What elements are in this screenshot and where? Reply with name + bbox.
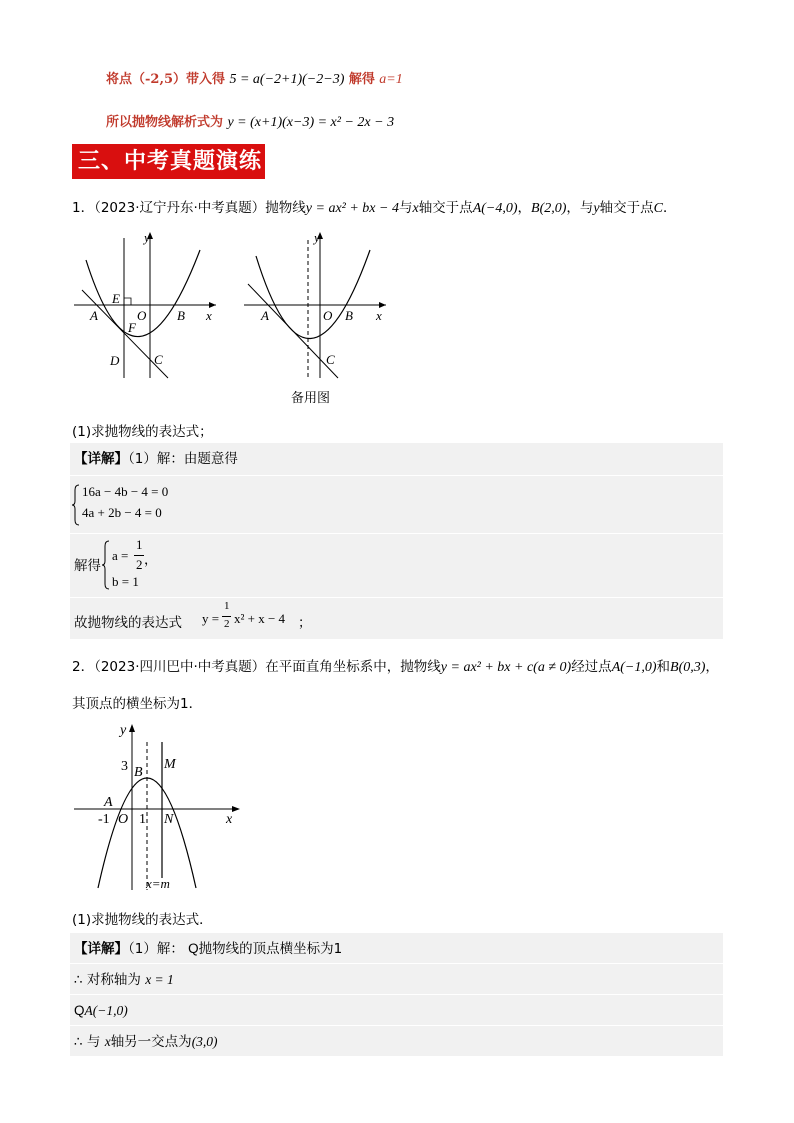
q2-g-label-1: 1 bbox=[139, 812, 146, 827]
q1-statement bbox=[72, 196, 676, 217]
q1-text-c: 轴交于点 bbox=[418, 200, 473, 216]
q2-statement bbox=[72, 655, 719, 676]
q1-text-e: 轴交于点 bbox=[599, 200, 654, 216]
line1-prefix: 将点（-2,5）带入得 bbox=[106, 72, 226, 87]
q2-point-a: A(−1,0) bbox=[611, 660, 657, 675]
q1-equation: y = ax² + bx − 4 bbox=[305, 201, 399, 216]
q1-a-eq: a = bbox=[112, 548, 129, 563]
q2-g-label-neg1: -1 bbox=[98, 812, 110, 827]
q2-text-b: 经过点 bbox=[571, 659, 612, 675]
q2-g-label-x: x bbox=[226, 812, 233, 827]
q1-final-y: y = bbox=[202, 611, 220, 626]
g2-label-b: B bbox=[345, 308, 353, 323]
q2-g-label-o: O bbox=[118, 812, 129, 827]
q2-solution-box bbox=[70, 933, 723, 1057]
q2-g-label-a: A bbox=[104, 795, 113, 810]
line2-math: y = (x+1)(x−3) = x² − 2x − 3 bbox=[227, 115, 395, 130]
q1-y: y bbox=[593, 201, 600, 216]
q1-sep: ， bbox=[517, 200, 532, 216]
q1-sol-row-4 bbox=[70, 598, 723, 640]
q2-sol-r3: A(−1,0) bbox=[84, 1003, 128, 1018]
g1-label-d: D bbox=[110, 353, 120, 368]
backup-graph-caption: 备用图 bbox=[291, 391, 331, 406]
q2-sol-r4b: 轴另一交点为 bbox=[110, 1034, 192, 1050]
q2-text-a: 2．（2023·四川巴中·中考真题）在平面直角坐标系中，抛物线 bbox=[72, 659, 441, 675]
q1-b-eq: b = 1 bbox=[112, 574, 139, 589]
q1-point-a: A(−4,0) bbox=[472, 201, 518, 216]
q2-end: ， bbox=[705, 659, 719, 675]
line1-suffix: 解得 bbox=[348, 72, 375, 87]
q2-sol-r2a: 对称轴为 bbox=[86, 972, 141, 988]
q1-sol-row-3 bbox=[70, 534, 723, 598]
q2-subquestion: (1)求抛物线的表达式． bbox=[72, 912, 213, 928]
therefore-symbol: ∴ bbox=[74, 972, 83, 988]
q1-sol-tag: 【详解】 bbox=[74, 451, 128, 467]
q1-sol-row-1 bbox=[70, 443, 723, 476]
g2-label-x: x bbox=[376, 308, 382, 323]
because-symbol: Q bbox=[188, 941, 199, 956]
q1-final-num: 1 bbox=[224, 600, 230, 612]
line1-result: a=1 bbox=[379, 72, 403, 87]
q1-final-den: 2 bbox=[224, 618, 230, 630]
q1-a-comma: ， bbox=[144, 552, 158, 568]
q1-graph-main bbox=[70, 228, 220, 383]
g2-label-a: A bbox=[261, 308, 269, 323]
therefore-symbol-2: ∴ bbox=[74, 1034, 83, 1050]
q1-final-rest: x² + x − 4 bbox=[234, 611, 286, 626]
continuation-line-1 bbox=[106, 68, 403, 88]
q1-text-d: ，与 bbox=[566, 200, 594, 216]
q1-system-brace bbox=[72, 484, 80, 526]
line1-math: 5 = a(−2+1)(−2−3) bbox=[229, 72, 345, 87]
q1-final-end: ； bbox=[298, 615, 312, 631]
q1-text-a: 1．（2023·辽宁丹东·中考真题）抛物线 bbox=[72, 200, 306, 216]
line2-prefix: 所以抛物线解析式为 bbox=[106, 115, 224, 130]
q1-a-frac-bar bbox=[134, 555, 144, 556]
q1-solve-brace bbox=[102, 540, 110, 590]
q1-solve-prefix: 解得 bbox=[74, 558, 101, 574]
g1-label-f: F bbox=[128, 320, 136, 335]
q2-equation: y = ax² + bx + c(a ≠ 0) bbox=[440, 660, 572, 675]
g1-label-y: y bbox=[144, 230, 150, 245]
q2-sol-tag: 【详解】 bbox=[74, 941, 128, 957]
q2-statement-line2: 其顶点的横坐标为1． bbox=[72, 696, 203, 712]
q1-final-frac-bar bbox=[222, 616, 231, 617]
q2-sol-intro: （1）解： bbox=[128, 941, 184, 957]
q1-system-eq-2: 4a + 2b − 4 = 0 bbox=[82, 505, 162, 520]
g1-label-x: x bbox=[206, 308, 212, 323]
continuation-line-2 bbox=[106, 111, 394, 131]
q1-solution-box bbox=[70, 443, 723, 640]
q2-sol-r4x: x bbox=[104, 1034, 111, 1049]
q1-text-b: 与 bbox=[398, 200, 413, 216]
q2-sol-row-1 bbox=[70, 933, 723, 964]
q1-system-eq-1: 16a − 4b − 4 = 0 bbox=[82, 484, 169, 499]
q2-sol-row-4 bbox=[70, 1026, 723, 1057]
q1-a-num: 1 bbox=[136, 537, 143, 552]
g2-label-c: C bbox=[326, 352, 335, 367]
q1-end: ． bbox=[662, 200, 677, 216]
q2-sol-r4c: (3,0) bbox=[191, 1034, 218, 1049]
section-heading: 三、中考真题演练 bbox=[72, 144, 265, 179]
because-symbol-2: Q bbox=[74, 1003, 85, 1018]
q1-final-prefix: 故抛物线的表达式 bbox=[74, 615, 182, 631]
q2-g-label-b: B bbox=[134, 765, 143, 780]
q2-sol-r4a: 与 bbox=[86, 1034, 101, 1050]
q2-point-b: B(0,3) bbox=[670, 660, 706, 675]
q1-a-den: 2 bbox=[136, 557, 143, 572]
g2-label-y: y bbox=[314, 230, 320, 245]
g1-label-a: A bbox=[90, 308, 98, 323]
g1-label-c: C bbox=[154, 352, 163, 367]
q2-g-label-3: 3 bbox=[121, 759, 128, 774]
g1-label-e: E bbox=[112, 291, 120, 306]
q2-graph bbox=[72, 720, 244, 892]
q2-sol-r1: 抛物线的顶点横坐标为1 bbox=[198, 941, 343, 957]
g1-label-o: O bbox=[137, 308, 147, 323]
q2-sol-row-2 bbox=[70, 964, 723, 995]
q1-x: x bbox=[412, 201, 419, 216]
g2-label-o: O bbox=[323, 308, 333, 323]
q2-g-label-y: y bbox=[120, 723, 127, 738]
q1-sol-row-2 bbox=[70, 476, 723, 534]
q2-g-label-m: M bbox=[164, 757, 176, 772]
q2-g-label-xm: x=m bbox=[146, 876, 170, 891]
q2-g-label-n: N bbox=[164, 812, 174, 827]
q1-graph-backup bbox=[240, 228, 390, 383]
q2-sol-r2b: x = 1 bbox=[145, 972, 174, 987]
q1-sol-intro: （1）解：由题意得 bbox=[128, 451, 238, 467]
q1-point-b: B(2,0) bbox=[531, 201, 567, 216]
q2-text-c: 和 bbox=[656, 659, 671, 675]
q1-subquestion: (1)求抛物线的表达式； bbox=[72, 424, 213, 440]
g1-label-b: B bbox=[177, 308, 185, 323]
q2-sol-row-3 bbox=[70, 995, 723, 1026]
q1-point-c: C bbox=[653, 201, 663, 216]
